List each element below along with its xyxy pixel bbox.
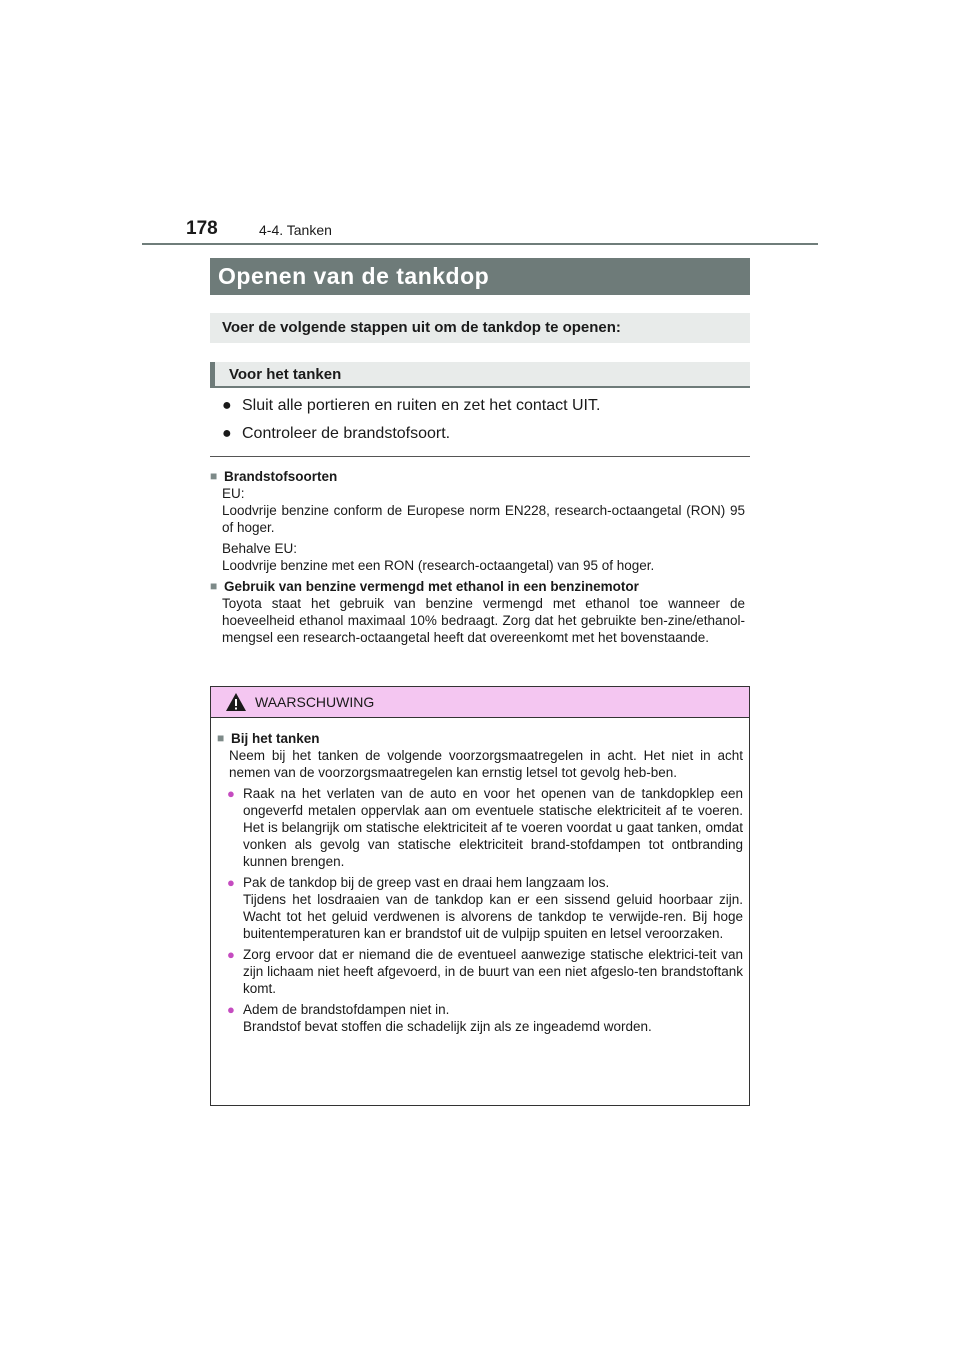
warning-item-text: Brandstof bevat stoffen die schadelijk zijn als ze ingeademd worden. — [243, 1019, 652, 1034]
warning-intro: Neem bij het tanken de volgende voorzorgsmaatregelen in acht. Het niet in acht nemen van de voorzorgsmaatregelen kan ernstig letsel tot gevolg heb-ben. — [229, 748, 743, 780]
note-body — [210, 485, 745, 574]
warning-heading — [217, 730, 743, 747]
note-body — [210, 595, 745, 646]
square-icon: ■ — [217, 731, 225, 745]
warning-item-text: Zorg ervoor dat er niemand die de eventueel aanwezige statische elektrici-teit van zijn lichaam niet heeft afgevoerd, in de buurt van een niet afgeslo-ten brandstoftank komt. — [243, 947, 743, 996]
page-number: 178 — [186, 218, 218, 239]
square-icon: ■ — [210, 579, 218, 593]
list-item — [217, 785, 743, 870]
list-item — [217, 1001, 743, 1035]
list-item — [222, 396, 742, 416]
warning-header — [211, 687, 749, 718]
list-item — [217, 874, 743, 942]
list-item — [217, 946, 743, 997]
bullet-text: Controleer de brandstofsoort. — [242, 425, 451, 442]
subsection-title: Voor het tanken — [210, 362, 750, 388]
note-label: EU: — [222, 486, 245, 501]
warning-body — [211, 718, 749, 1035]
bullet-icon: ● — [227, 786, 235, 801]
note-text: Toyota staat het gebruik van benzine vermengd met ethanol toe wanneer de hoeveelheid ethanol maximaal 10% bedraagt. Zorg dat het gebruikte ben-zine/ethanol-mengsel een research-octaangetal heeft dat overeenkomt met het bovenstaande. — [222, 596, 745, 645]
warning-item-text: Raak na het verlaten van de auto en voor het openen van de tankdopklep een ongeverfd metalen oppervlak aan om eventuele statische elektriciteit af te voeren. Het is belangrijk om statische elektriciteit af te voeren voordat u gaat tanken, omdat vonken als gevolg van statische elektriciteit brand-stofdampen tot ontbranding kunnen brengen. — [243, 786, 743, 869]
intro-text: Voer de volgende stappen uit om de tankdop te openen: — [210, 313, 750, 343]
notes-section — [210, 464, 745, 650]
warning-heading-text: Bij het tanken — [231, 731, 320, 746]
note-text: Loodvrije benzine conform de Europese norm EN228, research-octaangetal (RON) 95 of hoger. — [222, 503, 745, 535]
warning-item-text: Tijdens het losdraaien van de tankdop kan er een sissend geluid hoorbaar zijn. Wacht tot het geluid verdwenen is alvorens de tankdop te verwijde-ren. Bij hoge buitentemperaturen kan er brandstof uit de vulpijp spuiten en letsel veroorzaken. — [243, 892, 743, 941]
note-text: Loodvrije benzine met een RON (research-octaangetal) van 95 of hoger. — [222, 558, 655, 573]
page-title: Openen van de tankdop — [210, 258, 750, 295]
warning-triangle-icon — [225, 692, 247, 712]
note-heading — [210, 468, 745, 485]
square-icon: ■ — [210, 469, 218, 483]
note-paragraph — [222, 540, 745, 574]
bullet-icon: ● — [222, 425, 232, 442]
divider — [210, 456, 750, 457]
header-divider — [142, 243, 818, 245]
warning-item-text: Adem de brandstofdampen niet in. — [243, 1002, 450, 1017]
warning-item-text: Pak de tankdop bij de greep vast en draai hem langzaam los. — [243, 875, 610, 890]
bullet-icon: ● — [227, 947, 235, 962]
bullet-icon: ● — [227, 875, 235, 890]
note-paragraph — [222, 485, 745, 536]
warning-box — [210, 686, 750, 1106]
note-heading — [210, 578, 745, 595]
warning-label: WAARSCHUWING — [255, 694, 375, 710]
note-label: Behalve EU: — [222, 541, 298, 556]
list-item — [222, 424, 742, 444]
note-heading-text: Brandstofsoorten — [224, 469, 338, 484]
bullet-text: Sluit alle portieren en ruiten en zet het contact UIT. — [242, 397, 601, 414]
section-label: 4-4. Tanken — [259, 222, 332, 238]
note-heading-text: Gebruik van benzine vermengd met ethanol in een benzinemotor — [224, 579, 639, 594]
bullet-icon: ● — [227, 1002, 235, 1017]
bullet-icon: ● — [222, 397, 232, 414]
bullet-list — [222, 396, 742, 452]
